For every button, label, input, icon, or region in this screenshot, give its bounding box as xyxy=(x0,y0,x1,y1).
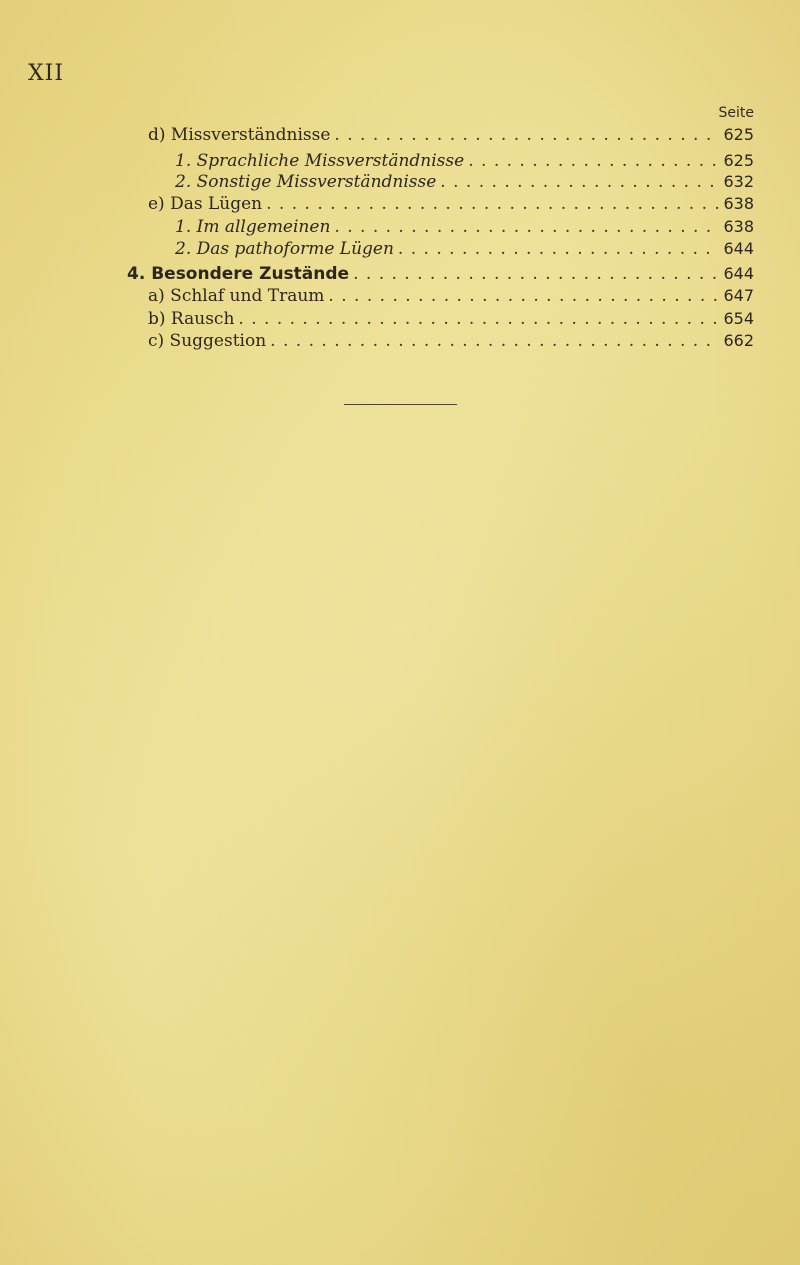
toc-entry-page: 647 xyxy=(723,286,754,305)
toc-entry-label: b) Rausch xyxy=(148,309,235,329)
section-end-rule xyxy=(344,404,457,405)
toc-entry-label: d) Missverständnisse xyxy=(148,125,331,145)
toc-entry-page: 638 xyxy=(723,217,754,236)
toc-leader-dots xyxy=(436,170,719,194)
toc-leader-dots xyxy=(349,262,719,286)
toc-entry-suggestion xyxy=(148,329,754,353)
toc-entry-label: 1. Im allgemeinen xyxy=(175,217,331,237)
toc-entry-page: 662 xyxy=(723,331,754,350)
toc-entry-im-allgemeinen xyxy=(175,215,754,239)
toc-entry-page: 632 xyxy=(723,172,754,191)
toc-entry-page: 644 xyxy=(723,239,754,258)
toc-entry-page: 654 xyxy=(723,309,754,328)
page-column-header: Seite xyxy=(718,105,754,121)
toc-entry-label: 1. Sprachliche Missverständnisse xyxy=(175,151,465,171)
toc-entry-label: 4. Besondere Zustände xyxy=(127,264,350,284)
toc-entry-page: 625 xyxy=(723,151,754,170)
toc-entry-label: c) Suggestion xyxy=(148,331,267,351)
toc-leader-dots xyxy=(394,237,720,261)
toc-entry-label: 2. Das pathoforme Lügen xyxy=(175,239,394,259)
toc-entry-pathoforme xyxy=(175,237,754,261)
toc-leader-dots xyxy=(262,192,719,216)
toc-entry-page: 625 xyxy=(723,125,754,144)
toc-entry-label: 2. Sonstige Missverständnisse xyxy=(175,172,437,192)
toc-leader-dots xyxy=(330,123,719,147)
toc-entry-label: a) Schlaf und Traum xyxy=(148,286,325,306)
toc-entry-rausch xyxy=(148,307,754,331)
toc-leader-dots xyxy=(324,284,719,308)
toc-entry-missverstaendnisse xyxy=(148,123,754,147)
toc-entry-schlaf-und-traum xyxy=(148,284,754,308)
toc-leader-dots xyxy=(234,307,719,331)
toc-leader-dots xyxy=(266,329,719,353)
toc-entry-sonstige xyxy=(175,170,754,194)
toc-entry-page: 638 xyxy=(723,194,754,213)
toc-entry-besondere-zustaende xyxy=(127,262,754,286)
toc-leader-dots xyxy=(330,215,719,239)
toc-entry-page: 644 xyxy=(723,264,754,283)
toc-entry-label: e) Das Lügen xyxy=(148,194,263,214)
page-number: XII xyxy=(28,61,65,86)
toc-entry-luegen xyxy=(148,192,754,216)
